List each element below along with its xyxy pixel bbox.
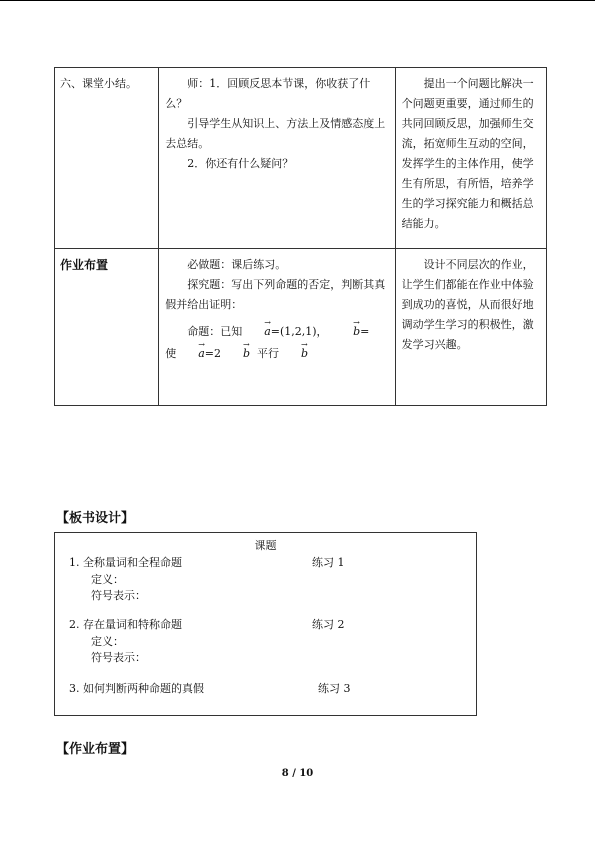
table-row (55, 249, 547, 406)
vector-b: → b (331, 321, 360, 343)
board-symbol: 符号表示： (91, 651, 146, 664)
board-item: 3. 如何判断两种命题的真假 (69, 682, 204, 695)
activity-cell (159, 249, 395, 406)
vector-b: → b (221, 343, 250, 365)
intent-text: 设计不同层次的作业，让学生们都能在作业中体验到成功的喜悦，从而很好地调动学生学习的积极性，激发学习兴趣。 (401, 258, 534, 351)
activity-text: 2．你还有什么疑问？ (187, 157, 294, 170)
activity-text: 师：1．回顾反思本节课，你收获了什么？ (165, 77, 371, 110)
page-number: 8 / 10 (281, 768, 314, 779)
vector-a: → a (242, 321, 271, 343)
prop-prefix: 命题：已知 (187, 325, 243, 338)
page-top-rule (0, 0, 595, 1)
board-exercise: 练习 2 (312, 618, 345, 631)
board-exercise: 练习 3 (318, 682, 351, 695)
table-row (55, 68, 547, 249)
prop-line2-mid: =2 (204, 347, 221, 360)
board-definition: 定义： (91, 573, 124, 586)
board-item: 2. 存在量词和特称命题 (69, 618, 182, 631)
prop-line2-prefix: 使 (165, 347, 177, 360)
explore-homework: 探究题：写出下列命题的否定，判断其真假并给出证明： (165, 278, 386, 311)
prop-parallel: 平行 (257, 347, 280, 360)
proposition (165, 321, 388, 365)
board-design-box (54, 532, 477, 716)
stage-cell (55, 68, 159, 249)
stage-label: 六、课堂小结。 (60, 77, 137, 90)
board-item: 1. 全称量词和全程命题 (69, 556, 182, 569)
board-title: 课题 (254, 539, 277, 552)
homework-heading: 【作业布置】 (56, 742, 135, 757)
vector-a: → a (176, 343, 205, 365)
stage-label: 作业布置 (60, 258, 109, 272)
intent-cell (395, 249, 546, 406)
prop-end: = (360, 325, 370, 338)
vector-b: → b (279, 343, 308, 365)
board-symbol: 符号表示： (91, 589, 146, 602)
board-definition: 定义： (91, 635, 124, 648)
lesson-table (54, 67, 547, 406)
prop-mid: =(1,2,1)， (270, 325, 328, 338)
activity-cell (159, 68, 395, 249)
intent-text: 提出一个问题比解决一个问题更重要，通过师生的共同回顾反思，加强师生交流，拓宽师生互动的空间，发挥学生的主体作用，使学生有所思，有所悟，培养学生的学习探究能力和概括总结能力。 (401, 77, 534, 230)
stage-cell (55, 249, 159, 406)
board-exercise: 练习 1 (312, 556, 345, 569)
board-heading: 【板书设计】 (56, 511, 135, 526)
required-homework: 必做题：课后练习。 (187, 258, 287, 271)
intent-cell (395, 68, 546, 249)
activity-text: 引导学生从知识上、方法上及情感态度上去总结。 (165, 117, 386, 150)
